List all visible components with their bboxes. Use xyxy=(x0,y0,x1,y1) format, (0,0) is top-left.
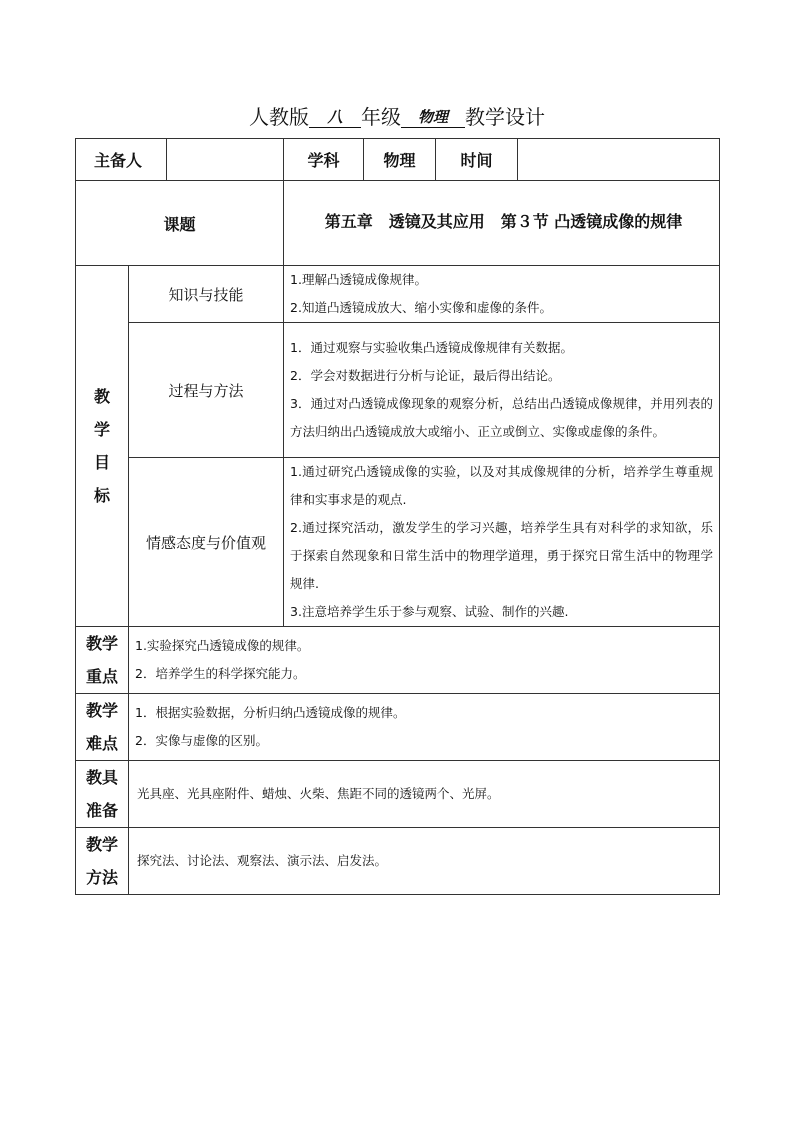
key-points-label: 教学 重点 xyxy=(76,627,129,694)
lesson-plan-table xyxy=(75,138,720,895)
time-value xyxy=(518,139,720,181)
subject-value: 物理 xyxy=(364,139,436,181)
preparer-label: 主备人 xyxy=(76,139,167,181)
topic-label: 课题 xyxy=(76,181,284,266)
difficulties-row xyxy=(76,694,720,761)
methods-row xyxy=(76,828,720,895)
grade-fill: 八 xyxy=(309,107,361,128)
info-row xyxy=(76,139,720,181)
time-label: 时间 xyxy=(436,139,518,181)
knowledge-content: 1.理解凸透镜成像规律。 2.知道凸透镜成放大、缩小实像和虚像的条件。 xyxy=(284,266,720,323)
emotion-label: 情感态度与价值观 xyxy=(129,458,284,627)
key-points-row xyxy=(76,627,720,694)
knowledge-label: 知识与技能 xyxy=(129,266,284,323)
objective-process-row xyxy=(76,323,720,458)
methods-label: 教学 方法 xyxy=(76,828,129,895)
process-content: 1．通过观察与实验收集凸透镜成像规律有关数据。 2．学会对数据进行分析与论证，最后得出结论。 3．通过对凸透镜成像现象的观察分析，总结出凸透镜成像规律，并用列表的方法归纳出凸透镜成放大或缩小、正立或倒立、实像或虚像的条件。 xyxy=(284,323,720,458)
objectives-label: 教 学 目 标 xyxy=(76,266,129,627)
difficulties-content: 1．根据实验数据，分析归纳凸透镜成像的规律。 2．实像与虚像的区别。 xyxy=(129,694,720,761)
topic-value: 第五章 透镜及其应用 第３节 凸透镜成像的规律 xyxy=(284,181,720,266)
process-label: 过程与方法 xyxy=(129,323,284,458)
topic-row xyxy=(76,181,720,266)
emotion-content: 1.通过研究凸透镜成像的实验，以及对其成像规律的分析，培养学生尊重规律和实事求是的观点. 2.通过探究活动，激发学生的学习兴趣，培养学生具有对科学的求知欲，乐于探索自然现象和日常生活中的物理学道理，勇于探究日常生活中的物理学规律. 3.注意培养学生乐于参与观察、试验、制作的兴趣. xyxy=(284,458,720,627)
title-grade-label: 年级 xyxy=(361,105,401,129)
title-publisher: 人教版 xyxy=(249,105,309,129)
tools-row xyxy=(76,761,720,828)
document-title xyxy=(0,103,794,131)
key-points-content: 1.实验探究凸透镜成像的规律。 2．培养学生的科学探究能力。 xyxy=(129,627,720,694)
subject-label: 学科 xyxy=(284,139,364,181)
objective-knowledge-row xyxy=(76,266,720,323)
tools-content: 光具座、光具座附件、蜡烛、火柴、焦距不同的透镜两个、光屏。 xyxy=(129,761,720,828)
methods-content: 探究法、讨论法、观察法、演示法、启发法。 xyxy=(129,828,720,895)
difficulties-label: 教学 难点 xyxy=(76,694,129,761)
tools-label: 教具 准备 xyxy=(76,761,129,828)
subject-fill: 物理 xyxy=(401,107,465,128)
preparer-value xyxy=(167,139,284,181)
title-suffix: 教学设计 xyxy=(465,105,545,129)
objective-emotion-row xyxy=(76,458,720,627)
